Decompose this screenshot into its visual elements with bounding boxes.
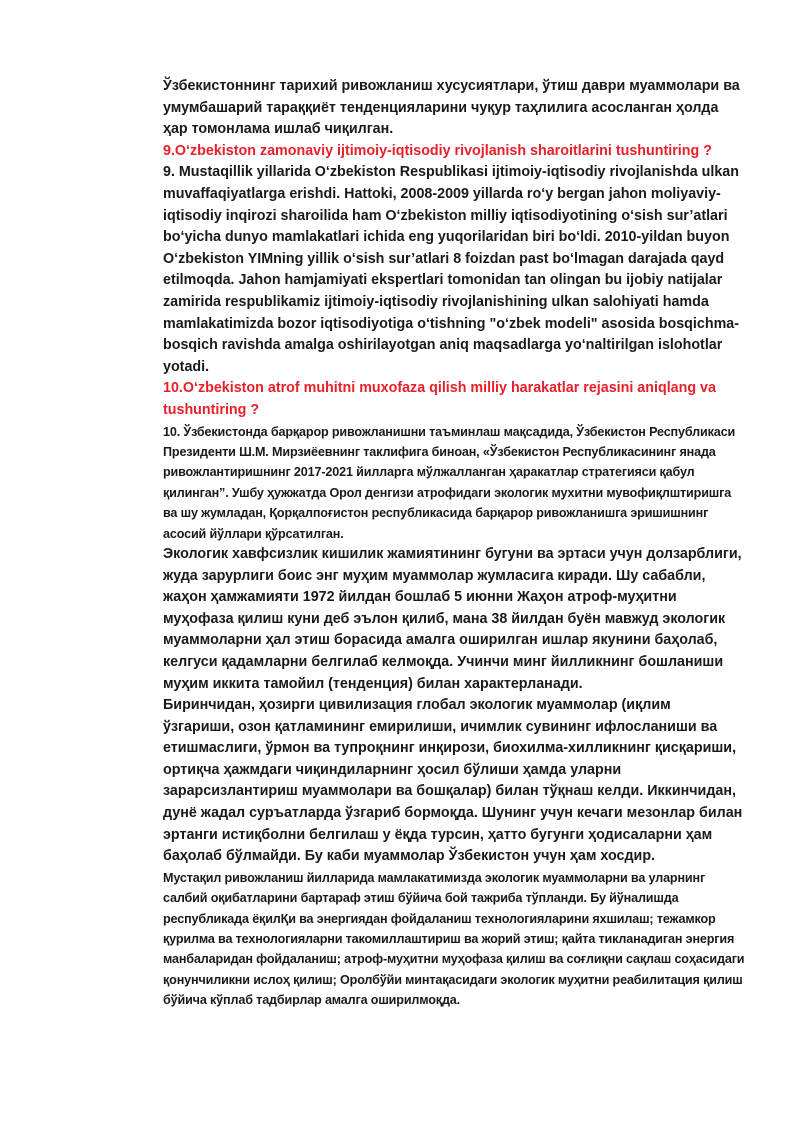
question-10-answer-paragraph-3: Биринчидан, ҳозирги цивилизация глобал экологик муаммолар (иқлим ўзгариши, озон қатламининг емирилиши, ичимлик сувининг ифлосланиши ва етишмаслиги, ўрмон ва тупроқнинг инқирози, биохилма-хилликнинг қисқариши, ортиқча ҳажмдаги чиқиндиларнинг ҳосил бўлиши ҳамда уларни зарарсизлантириш муаммолари ва бошқалар) билан тўқнаш келди. Иккинчидан, дунё жадал суръатларда ўзгариб бормоқда. Шунинг учун кечаги мезонлар билан эртанги истиқболни белгилаш у ёқда турсин, ҳатто бугунги ҳодисаларни ҳам баҳолаб бўлмайди. Бу каби муаммолар Ўзбекистон учун ҳам хосдир. [163, 697, 743, 865]
question-9-heading: 9.O‘zbekiston zamonaviy ijtimoiy-iqtisodiy rivojlanish sharoitlarini tushuntiring ? [163, 142, 712, 159]
question-10-answer-paragraph-2: Экологик хавфсизлик кишилик жамиятининг бугуни ва эртаси учун долзарблиги, жуда зарурлиги боис энг муҳим муаммолар жумласига киради. Шу сабабли, жаҳон ҳамжамияти 1972 йилдан бошлаб 5 июнни Жаҳон атроф-муҳитни муҳофаза қилиш куни деб эълон қилиб, мана 38 йилдан буён мавжуд экологик муаммоларни ҳал этиш борасида амалга оширилган ишлар якунини баҳолаб, келгуси қадамларни белгилаб келмоқда. Учинчи минг йилликнинг бошланиши муҳим иккита тамойил (тенденция) билан характерланади. [163, 545, 742, 692]
question-10-answer-paragraph-4: Мустақил ривожланиш йилларида мамлакатимизда экологик муаммоларни ва уларнинг салбий оқибатларини бартараф этиш бўйича бой тажриба тўпланди. Бу йўналишда республикада ёқилҚи ва энергиядан фойдаланиш технологияларини яхшилаш; тежамкор қурилма ва технологияларни такомиллаштириш ва жорий этиш; қайта тикланадиган энергия манбаларидан фойдаланиш; атроф-муҳитни муҳофаза қилиш ва соғлиқни сақлаш соҳасидаги қонунчиликни ислоҳ қилиш; Оролбўйи минтақасидаги экологик муҳитни реабилитация қилиш бўйича кўплаб тадбирлар амалга оширилмоқда. [163, 870, 745, 1008]
question-9-answer: 9. Mustaqillik yillarida O‘zbekiston Respublikasi ijtimoiy-iqtisodiy rivojlanishda ulkan muvaffaqiyatlarga erishdi. Hattoki, 2008-2009 yillarda ro‘y bergan jahon moliyaviy-iqtisodiy inqirozi sharoilida ham O‘zbekiston milliy iqtisodiyotining o‘sish sur’atlari bo‘yicha dunyo mamlakatlari ichida eng yuqorilaridan biri bo‘ldi. 2010-yildan buyon O‘zbekiston YIMning yillik o‘sish sur’atlari 8 foizdan past bo‘lmagan darajada qayd etilmoqda. Jahon hamjamiyati ekspertlari tomonidan tan olingan bu ijobiy natijalar zamirida respublikamiz ijtimoiy-iqtisodiy rivojlanishining ulkan salohiyati hamda mamlakatimizda bozor iqtisodiyotiga o‘tishning "o‘zbek modeli" asosida bosqichma-bosqich ravishda amalga oshirilayotgan aniq maqsadlarga yo‘naltirilgan islohotlar yotadi. [163, 164, 739, 375]
intro-paragraph: Ўзбекистоннинг тарихий ривожланиш хусусиятлари, ўтиш даври муаммолари ва умумбашарий тараққиёт тенденцияларини чуқур таҳлилига асосланган ҳолда ҳар томонлама ишлаб чиқилган. [163, 78, 740, 138]
document-page [163, 76, 745, 1011]
question-10-heading: 10.O‘zbekiston atrof muhitni muxofaza qilish milliy harakatlar rejasini aniqlang va tushuntiring ? [163, 380, 716, 418]
question-10-answer-paragraph-1: 10. Ўзбекистонда барқарор ривожланишни таъминлаш мақсадида, Ўзбекистон Республикаси Президенти Ш.М. Мирзиёевнинг таклифига биноан, «Ўзбекистон Республикасининг янада ривожлантиришнинг 2017-2021 йилларга мўлжалланган ҳаракатлар стратегияси қабул қилинган”. Ушбу ҳужжатда Орол денгизи атрофидаги экологик мухитни мувофиқлштиришга ва шу жумладан, Қорқалпоғистон республикасида барқарор ривожланишга эришишнинг асосий йўллари қўрсатилган. [163, 424, 736, 541]
